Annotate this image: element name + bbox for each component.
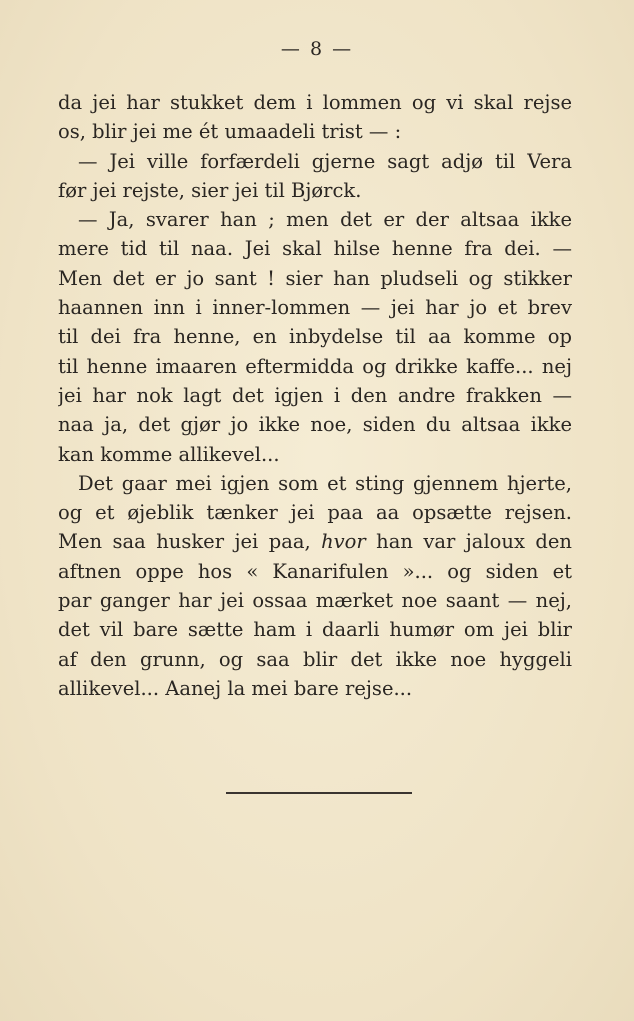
text-line: jei har nok lagt det igjen i den andre frakken — <box>58 383 572 407</box>
body-text <box>58 88 572 703</box>
text-fragment: Men saa husker jei paa, <box>58 530 322 554</box>
text-line: kan komme allikevel... <box>58 442 280 466</box>
text-line: af den grunn, og saa blir det ikke noe hyggeli <box>58 647 572 671</box>
text-line: til henne imaaren eftermidda og drikke kaffe... nej <box>58 354 572 378</box>
text-line: det vil bare sætte ham i daarli humør om jei blir <box>58 618 572 642</box>
text-line: Men det er jo sant ! sier han pludseli og stikker <box>58 266 572 290</box>
text-line: os, blir jei me ét umaadeli trist — : <box>58 120 402 144</box>
text-fragment: han var jaloux den <box>365 530 572 554</box>
text-line: Det gaar mei igjen som et sting gjennem hjerte, <box>78 471 572 495</box>
text-line: aftnen oppe hos « Kanarifulen »... og siden et <box>58 559 572 583</box>
text-line: mere tid til naa. Jei skal hilse henne fra dei. — <box>58 237 572 261</box>
text-line: par ganger har jei ossaa mærket noe saant — nej, <box>58 589 572 613</box>
text-line: før jei rejste, sier jei til Bjørck. <box>58 178 362 202</box>
page-number: — 8 — <box>280 38 354 60</box>
text-line: haannen inn i inner-lommen — jei har jo et brev <box>58 296 572 320</box>
text-line: allikevel... Aanej la mei bare rejse... <box>58 676 413 700</box>
text-line <box>58 527 572 556</box>
section-divider <box>226 792 412 794</box>
text-line: — Ja, svarer han ; men det er der altsaa ikke <box>78 208 572 232</box>
text-line: — Jei ville forfærdeli gjerne sagt adjø til Vera <box>78 149 572 173</box>
text-line: da jei har stukket dem i lommen og vi skal rejse <box>58 91 572 114</box>
emphasized-word: hvor <box>321 530 366 554</box>
text-line: til dei fra henne, en inbydelse til aa komme op <box>58 325 572 349</box>
text-line: naa ja, det gjør jo ikke noe, siden du altsaa ikke <box>58 413 572 437</box>
text-line: og et øjeblik tænker jei paa aa opsætte rejsen. <box>58 501 572 525</box>
